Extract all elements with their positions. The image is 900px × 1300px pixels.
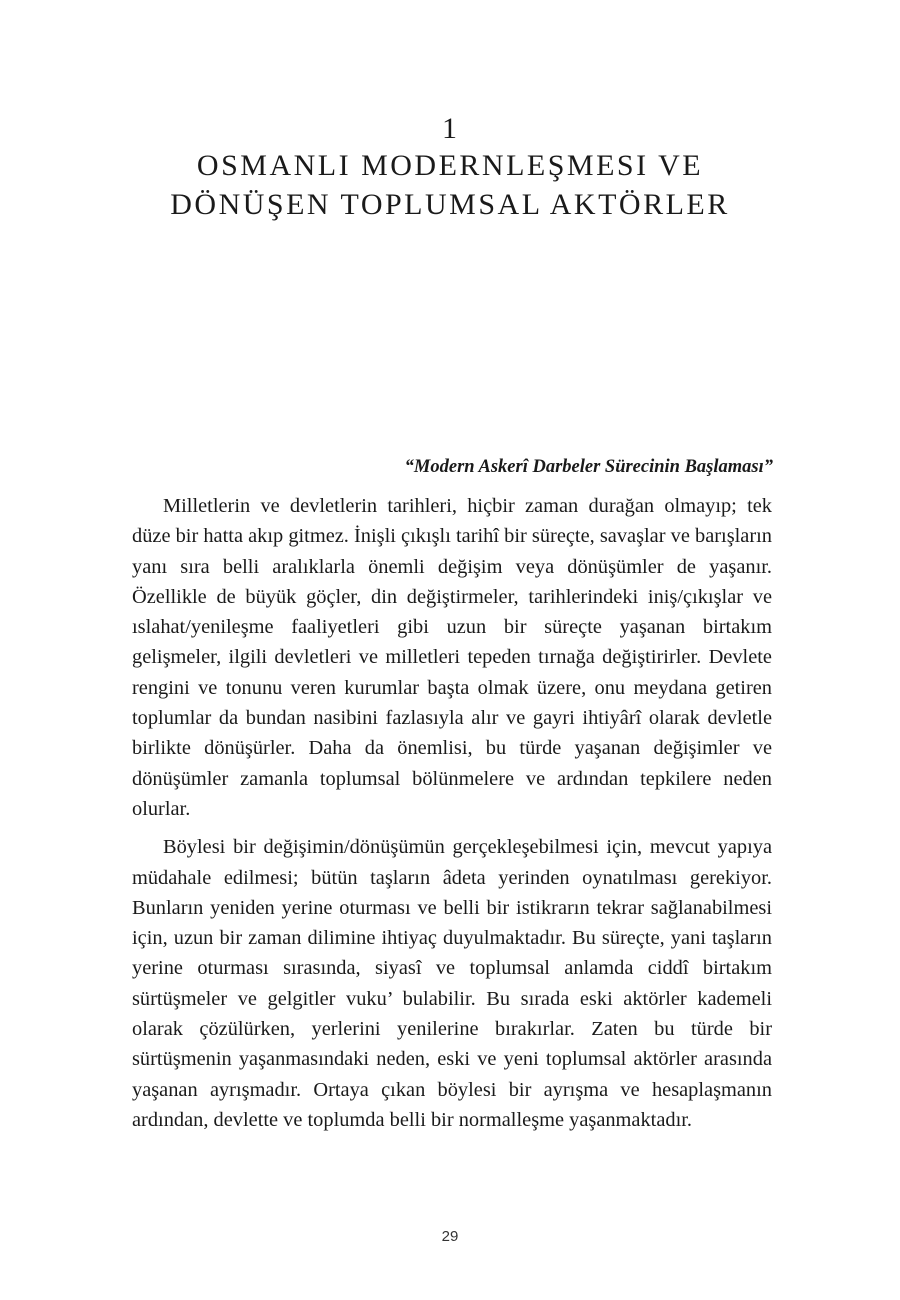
section-title: “Modern Askerî Darbeler Sürecinin Başlaması” — [404, 457, 773, 477]
paragraph-2: Böylesi bir değişimin/dönüşümün gerçekleşebilmesi için, mevcut yapıya müdahale edilmesi; bütün taşların âdeta yerinden oynatılması gerekiyor. Bunların yeniden yerine oturması ve belli bir istikrarın tekrar sağlanabilmesi için, uzun bir zaman dilimine ihtiyaç duyulmaktadır. Bu süreçte, yani taşların yerine oturması sırasında, siyasî ve toplumsal anlamda ciddî birtakım sürtüşmeler ve gelgitler vuku’ bulabilir. Bu sırada eski aktörler kademeli olarak çözülürken, yerlerini yenilerine bırakırlar. Zaten bu türde bir sürtüşmenin yaşanmasındaki neden, eski ve yeni toplumsal aktörler arasında yaşanan ayrışmadır. Ortaya çıkan böylesi bir ayrışma ve hesaplaşmanın ardından, devlette ve toplumda belli bir normalleşme yaşanmaktadır. — [132, 836, 772, 1131]
body-text — [132, 491, 772, 1135]
chapter-header — [0, 112, 900, 224]
page-number: 29 — [441, 1228, 459, 1245]
chapter-title-line-1: OSMANLI MODERNLEŞMESI VE — [196, 149, 704, 182]
chapter-number: 1 — [442, 112, 458, 145]
chapter-title-line-2: DÖNÜŞEN TOPLUMSAL AKTÖRLER — [170, 188, 730, 221]
paragraph-1: Milletlerin ve devletlerin tarihleri, hiçbir zaman durağan olmayıp; tek düze bir hatta akıp gitmez. İnişli çıkışlı tarihî bir süreçte, savaşlar ve barışların yanı sıra belli aralıklarla önemli değişim veya dönüşümler de yaşanır. Özellikle de büyük göçler, din değiştirmeler, tarihlerindeki iniş/çıkışlar ve ıslahat/yenileşme faaliyetleri gibi uzun bir süreçte yaşanan birtakım gelişmeler, ilgili devletleri ve milletleri tepeden tırnağa değiştirirler. Devlete rengini ve tonunu veren kurumlar başta olmak üzere, onu meydana getiren toplumlar da bundan nasibini fazlasıyla alır ve gayri ihtiyârî olarak devletle birlikte dönüşürler. Daha da önemlisi, bu türde yaşanan değişimler ve dönüşümler zamanla toplumsal bölünmelere ve ardından tepkilere neden olurlar. — [132, 495, 772, 820]
